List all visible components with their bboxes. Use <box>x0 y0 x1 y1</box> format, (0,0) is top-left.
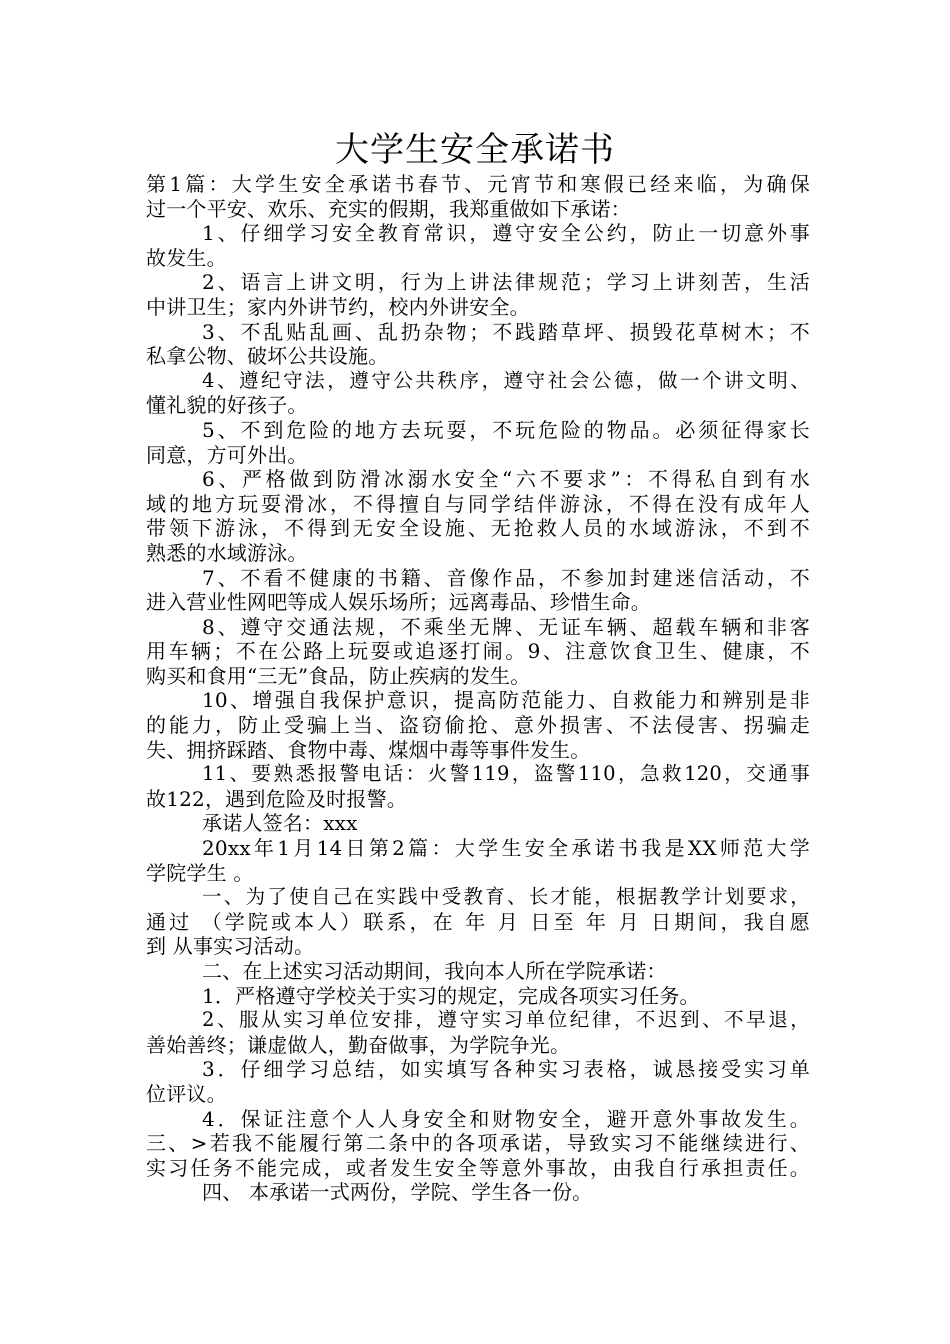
text-line: 6、严格做到防滑冰溺水安全“六不要求”：不得私自到有水 <box>202 467 810 492</box>
text-line: 5、不到危险的地方去玩耍，不玩危险的物品。必须征得家长 <box>202 417 810 442</box>
text-line: 学院学生 。 <box>146 860 254 885</box>
text-line: 故122，遇到危险及时报警。 <box>146 786 407 811</box>
text-line: 2、语言上讲文明，行为上讲法律规范；学习上讲刻苦，生活 <box>202 270 810 295</box>
text-line: 第1篇：大学生安全承诺书春节、元宵节和寒假已经来临，为确保 <box>146 172 810 196</box>
text-line: 进入营业性网吧等成人娱乐场所；远离毒品、珍惜生命。 <box>146 590 651 615</box>
text-line: 熟悉的水域游泳。 <box>146 540 308 565</box>
text-line: 位评议。 <box>146 1081 227 1106</box>
text-line: 中讲卫生；家内外讲节约，校内外讲安全。 <box>146 294 530 319</box>
text-line: 三、>若我不能履行第二条中的各项承诺，导致实习不能继续进行、 <box>146 1131 810 1156</box>
text-line: 同意，方可外出。 <box>146 442 308 467</box>
text-line: 带领下游泳，不得到无安全设施、无抢救人员的水域游泳，不到不 <box>146 516 810 541</box>
text-line: 到 从事实习活动。 <box>146 934 315 959</box>
text-line: 私拿公物、破坏公共设施。 <box>146 344 389 369</box>
document-body <box>146 172 810 1205</box>
text-line: 过一个平安、欢乐、充实的假期，我郑重做如下承诺： <box>146 196 631 221</box>
text-line: 20xx年1月14日第2篇：大学生安全承诺书我是XX师范大学 <box>202 836 810 861</box>
text-line: 善始善终；谦虚做人，勤奋做事，为学院争光。 <box>146 1032 571 1057</box>
text-line: 失、拥挤踩踏、食物中毒、煤烟中毒等事件发生。 <box>146 737 591 762</box>
text-line: 的能力，防止受骗上当、盗窃偷抢、意外损害、不法侵害、拐骗走 <box>146 713 810 738</box>
text-line: 购买和食用“三无”食品，防止疾病的发生。 <box>146 663 531 688</box>
text-line: 二、在上述实习活动期间，我向本人所在学院承诺： <box>202 959 667 983</box>
text-line: 承诺人签名：xxx <box>202 811 358 836</box>
text-line: 4、遵纪守法，遵守公共秩序，遵守社会公德，做一个讲文明、 <box>202 368 810 392</box>
text-line: 3．仔细学习总结，如实填写各种实习表格，诚恳接受实习单 <box>202 1057 810 1082</box>
text-line: 7、不看不健康的书籍、音像作品，不参加封建迷信活动，不 <box>202 565 810 590</box>
text-line: 实习任务不能完成，或者发生安全等意外事故，由我自行承担责任。 <box>146 1155 810 1180</box>
text-line: 故发生。 <box>146 245 227 270</box>
text-line: 四、 本承诺一式两份，学院、学生各一份。 <box>202 1180 593 1205</box>
text-line: 懂礼貌的好孩子。 <box>146 393 308 418</box>
text-line: 11、要熟悉报警电话：火警119，盗警110，急救120，交通事 <box>202 762 810 786</box>
text-line: 1、仔细学习安全教育常识，遵守安全公约，防止一切意外事 <box>202 221 810 246</box>
text-line: 通过 （学院或本人）联系，在 年 月 日至 年 月 日期间，我自愿 <box>146 909 810 934</box>
text-line: 3、不乱贴乱画、乱扔杂物；不践踏草坪、损毁花草树木；不 <box>202 319 810 344</box>
text-line: 2、服从实习单位安排，遵守实习单位纪律，不迟到、不早退， <box>202 1008 810 1032</box>
document-title: 大学生安全承诺书 <box>335 130 615 170</box>
text-line: 域的地方玩耍滑冰，不得擅自与同学结伴游泳，不得在没有成年人 <box>146 491 810 516</box>
text-line: 一、为了使自己在实践中受教育、长才能，根据教学计划要求， <box>202 885 810 909</box>
text-line: 用车辆；不在公路上玩耍或追逐打闹。9、注意饮食卫生、健康，不 <box>146 639 810 664</box>
text-line: 10、增强自我保护意识，提高防范能力、自救能力和辨别是非 <box>202 688 810 713</box>
text-line: 4．保证注意个人人身安全和财物安全，避开意外事故发生。 <box>202 1106 810 1131</box>
text-line: 1．严格遵守学校关于实习的规定，完成各项实习任务。 <box>202 983 700 1008</box>
text-line: 8、遵守交通法规，不乘坐无牌、无证车辆、超载车辆和非客 <box>202 614 810 639</box>
